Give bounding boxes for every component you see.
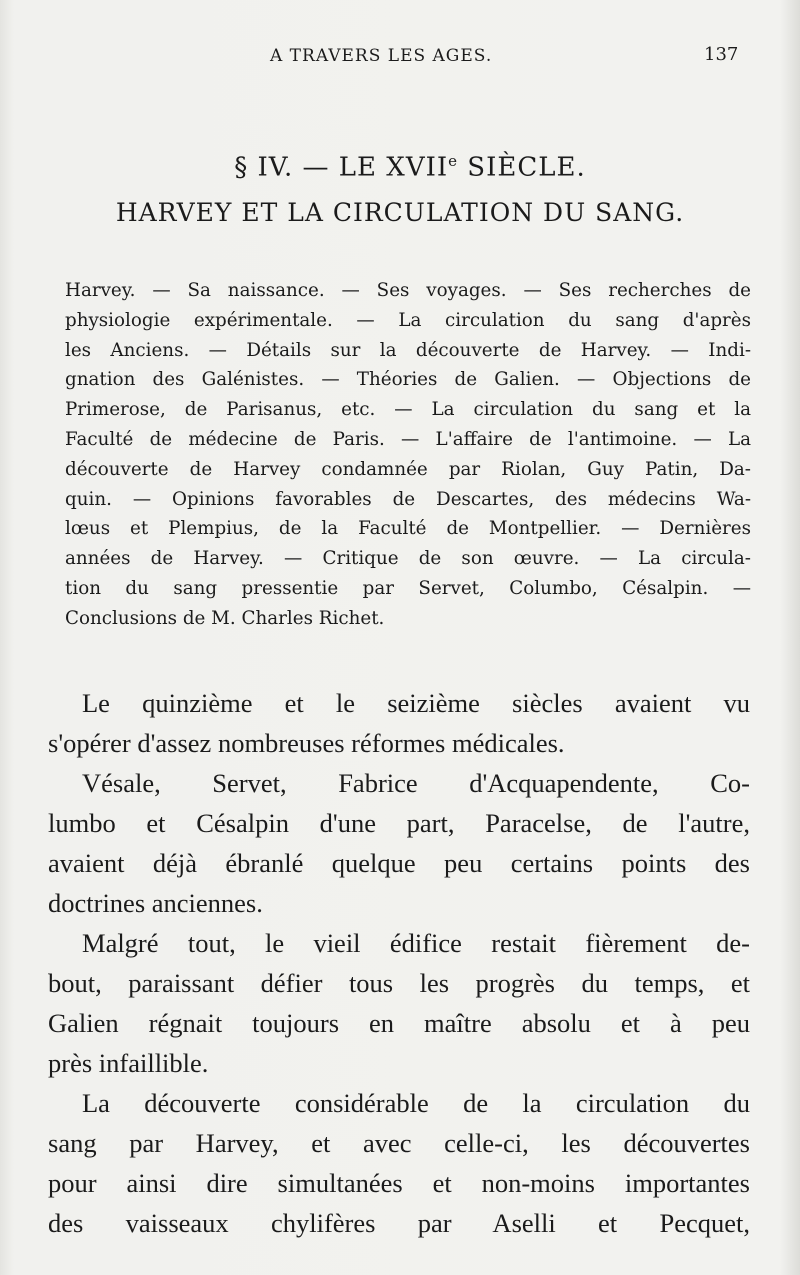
summary-line: découverte de Harvey condamnée par Riolan, Guy Patin, Da- bbox=[65, 458, 751, 480]
paragraph-line: Galien régnait toujours en maître absolu et à peu bbox=[48, 1008, 750, 1038]
running-title: A TRAVERS LES AGES. bbox=[270, 46, 493, 66]
chapter-summary bbox=[65, 276, 751, 634]
summary-line: les Anciens. — Détails sur la découverte de Harvey. — Indi- bbox=[65, 339, 751, 361]
body-text bbox=[48, 683, 750, 1243]
summary-line: physiologie expérimentale. — La circulation du sang d'après bbox=[65, 309, 751, 331]
paragraph-line: bout, paraissant défier tous les progrès du temps, et bbox=[48, 968, 750, 998]
paragraph-line: doctrines anciennes. bbox=[48, 888, 263, 918]
summary-line: années de Harvey. — Critique de son œuvre. — La circula- bbox=[65, 548, 751, 570]
paragraph-line: près infaillible. bbox=[48, 1048, 209, 1078]
summary-line: Primerose, de Parisanus, etc. — La circulation du sang et la bbox=[65, 399, 751, 421]
summary-line: lœus et Plempius, de la Faculté de Montpellier. — Dernières bbox=[65, 518, 751, 540]
summary-line: Conclusions de M. Charles Richet. bbox=[65, 607, 385, 629]
paragraph-line: s'opérer d'assez nombreuses réformes médicales. bbox=[48, 728, 565, 758]
section-subheading: HARVEY ET LA CIRCULATION DU SANG. bbox=[115, 198, 685, 227]
paragraph-line: des vaisseaux chylifères par Aselli et Pecquet, bbox=[48, 1208, 750, 1238]
section-heading-text: § IV. — LE XVII bbox=[234, 152, 449, 183]
summary-line: gnation des Galénistes. — Théories de Galien. — Objections de bbox=[65, 369, 751, 391]
paragraph-line: lumbo et Césalpin d'une part, Paracelse, de l'autre, bbox=[48, 808, 750, 838]
paragraph-line: avaient déjà ébranlé quelque peu certains points des bbox=[48, 848, 750, 878]
paragraph-line: pour ainsi dire simultanées et non-moins importantes bbox=[48, 1168, 750, 1198]
summary-line: tion du sang pressentie par Servet, Columbo, Césalpin. — bbox=[65, 577, 751, 599]
paragraph-line: Le quinzième et le seizième siècles avaient vu bbox=[82, 688, 750, 718]
paragraph-line: sang par Harvey, et avec celle-ci, les découvertes bbox=[48, 1128, 750, 1158]
paragraph-line: Vésale, Servet, Fabrice d'Acquapendente, Co- bbox=[82, 768, 750, 798]
summary-line: quin. — Opinions favorables de Descartes, des médecins Wa- bbox=[65, 488, 751, 510]
section-heading bbox=[0, 152, 800, 183]
summary-line: Harvey. — Sa naissance. — Ses voyages. — Ses recherches de bbox=[65, 280, 751, 301]
paragraph-line: La découverte considérable de la circulation du bbox=[82, 1088, 750, 1118]
section-heading-end: SIÈCLE. bbox=[458, 152, 586, 183]
paragraph-line: Malgré tout, le vieil édifice restait fièrement de- bbox=[82, 928, 750, 958]
summary-line: Faculté de médecine de Paris. — L'affaire de l'antimoine. — La bbox=[65, 428, 751, 450]
page-number: 137 bbox=[704, 44, 739, 65]
century-superscript: e bbox=[448, 152, 459, 170]
